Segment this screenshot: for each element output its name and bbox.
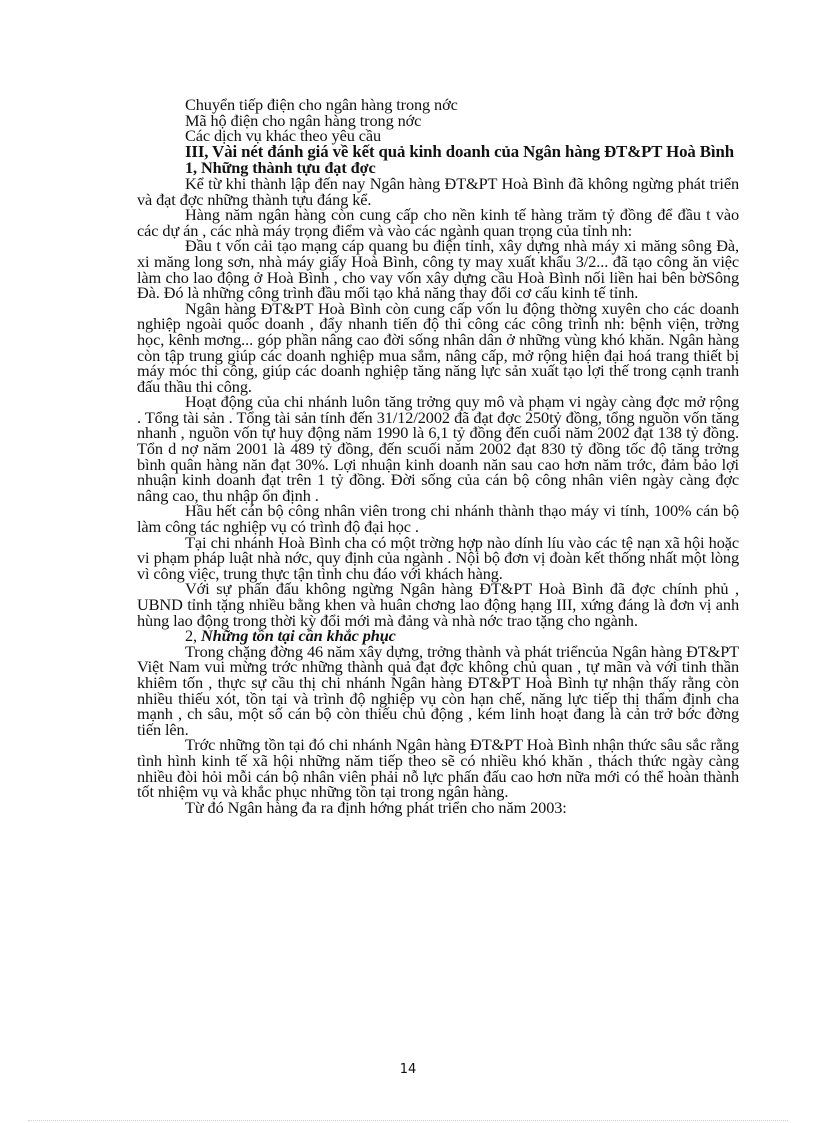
subsection-heading-achievements: 1, Những thành tựu đạt đợc: [185, 158, 376, 178]
paragraph: Trong chặng đờng 46 năm xây dựng, trởng thành và phát triểncủa Ngân hàng ĐT&PT Việt Nam vui mừng trớc những thành quả đạt đợc không chủ quan , tự mãn và với tinh thần khiêm tốn , thực sự cầu thị chi nhánh Ngân hàng ĐT&PT Hoà Bình tự nhận thấy rằng còn nhiều thiếu xót, tồn tại và trình độ nghiệp vụ còn hạn chế, năng lực tiếp thị thẩm định cha mạnh , ch sâu, một số cán bộ còn thiếu chủ động , kém linh hoạt đang là cản trở bớc đờng tiến lên.: [137, 641, 739, 739]
page-body: [137, 97, 739, 815]
page-number: 14: [399, 1062, 417, 1077]
paragraph: Ngân hàng ĐT&PT Hoà Bình còn cung cấp vốn lu động thờng xuyên cho các doanh nghiệp ngoài quốc doanh , đẩy nhanh tiến độ thi công các công trình nh: bệnh viện, trờng học, kênh mơng... góp phần nâng cao đời sống nhân dân ở những vùng khó khăn. Ngân hàng còn tập trung giúp các doanh nghiệp mua sắm, nâng cấp, mở rộng hiện đại hoá trang thiết bị máy móc thi công, giúp các doanh nghiệp tăng năng lực sản xuất tạo lợi thế trong cạnh tranh đấu thầu thi công.: [137, 298, 739, 396]
service-line: Các dịch vụ khác theo yêu cầu: [185, 126, 382, 146]
service-line: Chuyển tiếp điện cho ngân hàng trong nớc: [185, 95, 458, 114]
section-heading: III, Vài nét đánh giá về kết quả kinh doanh của Ngân hàng ĐT&PT Hoà Bình: [185, 141, 734, 161]
paragraph: Từ đó Ngân hàng đa ra định hớng phát triển cho năm 2003:: [185, 797, 567, 817]
paragraph: Với sự phấn đấu không ngừng Ngân hàng ĐT&PT Hoà Bình đã đợc chính phủ , UBND tỉnh tặng nhiều bằng khen và huân chơng lao động hạng III, xứng đáng là đơn vị anh hùng lao động trong thời kỳ đổi mới mà đảng và nhà nớc trao tặng cho ngành.: [137, 579, 739, 630]
paragraph: Hoạt động của chi nhánh luôn tăng trởng quy mô và phạm vi ngày càng đợc mở rộng . Tổng tài sản . Tổng tài sản tính đến 31/12/2002 đã đạt đợc 250tỷ đồng, tổng nguồn vốn tăng nhanh , nguồn vốn tự huy động năm 1990 là 6,1 tỷ đồng đến cuối năm 2002 đạt 138 tỷ đồng. Tổn d nợ năm 2001 là 489 tỷ đồng, đến scuối năm 2002 đạt 830 tỷ đồng tốc độ tăng trởng bình quân hàng năn đạt 30%. Lợi nhuận kinh doanh năn sau cao hơn năm trớc, đảm bảo lợi nhuận kinh doanh đạt trên 1 tỷ đồng. Đời sống của cán bộ công nhân viên ngày càng đợc nâng cao, thu nhập ổn định .: [137, 392, 739, 505]
paragraph: Đầu t vốn cải tạo mạng cáp quang bu điện tỉnh, xây dựng nhà máy xi măng sông Đà, xi măng long sơn, nhà máy giấy Hoà Bình, công ty may xuất khẩu 3/2... đã tạo công ăn việc làm cho lao động ở Hoà Bình , cho vay vốn xây dựng cầu Hoà Bình nối liền hai bên bờSông Đà. Đó là những công trình đầu mối tạo khả năng thay đổi cơ cấu kinh tế tỉnh.: [137, 236, 739, 303]
paragraph: Hầu hết cán bộ công nhân viên trong chi nhánh thành thạo máy vi tính, 100% cán bộ làm công tác nghiệp vụ có trình độ đại học .: [137, 501, 739, 537]
paragraph: Kể từ khi thành lập đến nay Ngân hàng ĐT&PT Hoà Bình đã không ngừng phát triển và đạt đợc những thành tựu đáng kể.: [137, 173, 739, 209]
page-bottom-divider: [28, 1120, 788, 1121]
subsection-title: Những tồn tại cần khắc phục: [201, 626, 396, 646]
service-line: Mã hộ điện cho ngân hàng trong nớc: [185, 110, 422, 130]
paragraph: Tại chi nhánh Hoà Bình cha có một trờng hợp nào dính líu vào các tệ nạn xã hội hoặc vi phạm pháp luật nhà nớc, quy định của ngành . Nội bộ đơn vị đoàn kết thống nhất một lòng vì công việc, trung thực tận tình chu đáo với khách hàng.: [137, 532, 739, 583]
subsection-number: 2,: [185, 626, 198, 646]
paragraph: Hàng năm ngân hàng còn cung cấp cho nền kinh tế hàng trăm tỷ đồng để đầu t vào các dự án , các nhà máy trọng điểm và vào các ngành quan trọng của tỉnh nh:: [137, 205, 739, 240]
paragraph: Trớc những tồn tại đó chi nhánh Ngân hàng ĐT&PT Hoà Bình nhận thức sâu sắc rằng tình hình kinh tế xã hội những năm tiếp theo sẽ có nhiều khó khăn , thách thức ngày càng nhiều đòi hỏi mỗi cán bộ nhân viên phải nỗ lực phấn đấu cao hơn nữa mới có thể hoàn thành tốt nhiệm vụ và khắc phục những tồn tại trong ngân hàng.: [137, 735, 739, 802]
